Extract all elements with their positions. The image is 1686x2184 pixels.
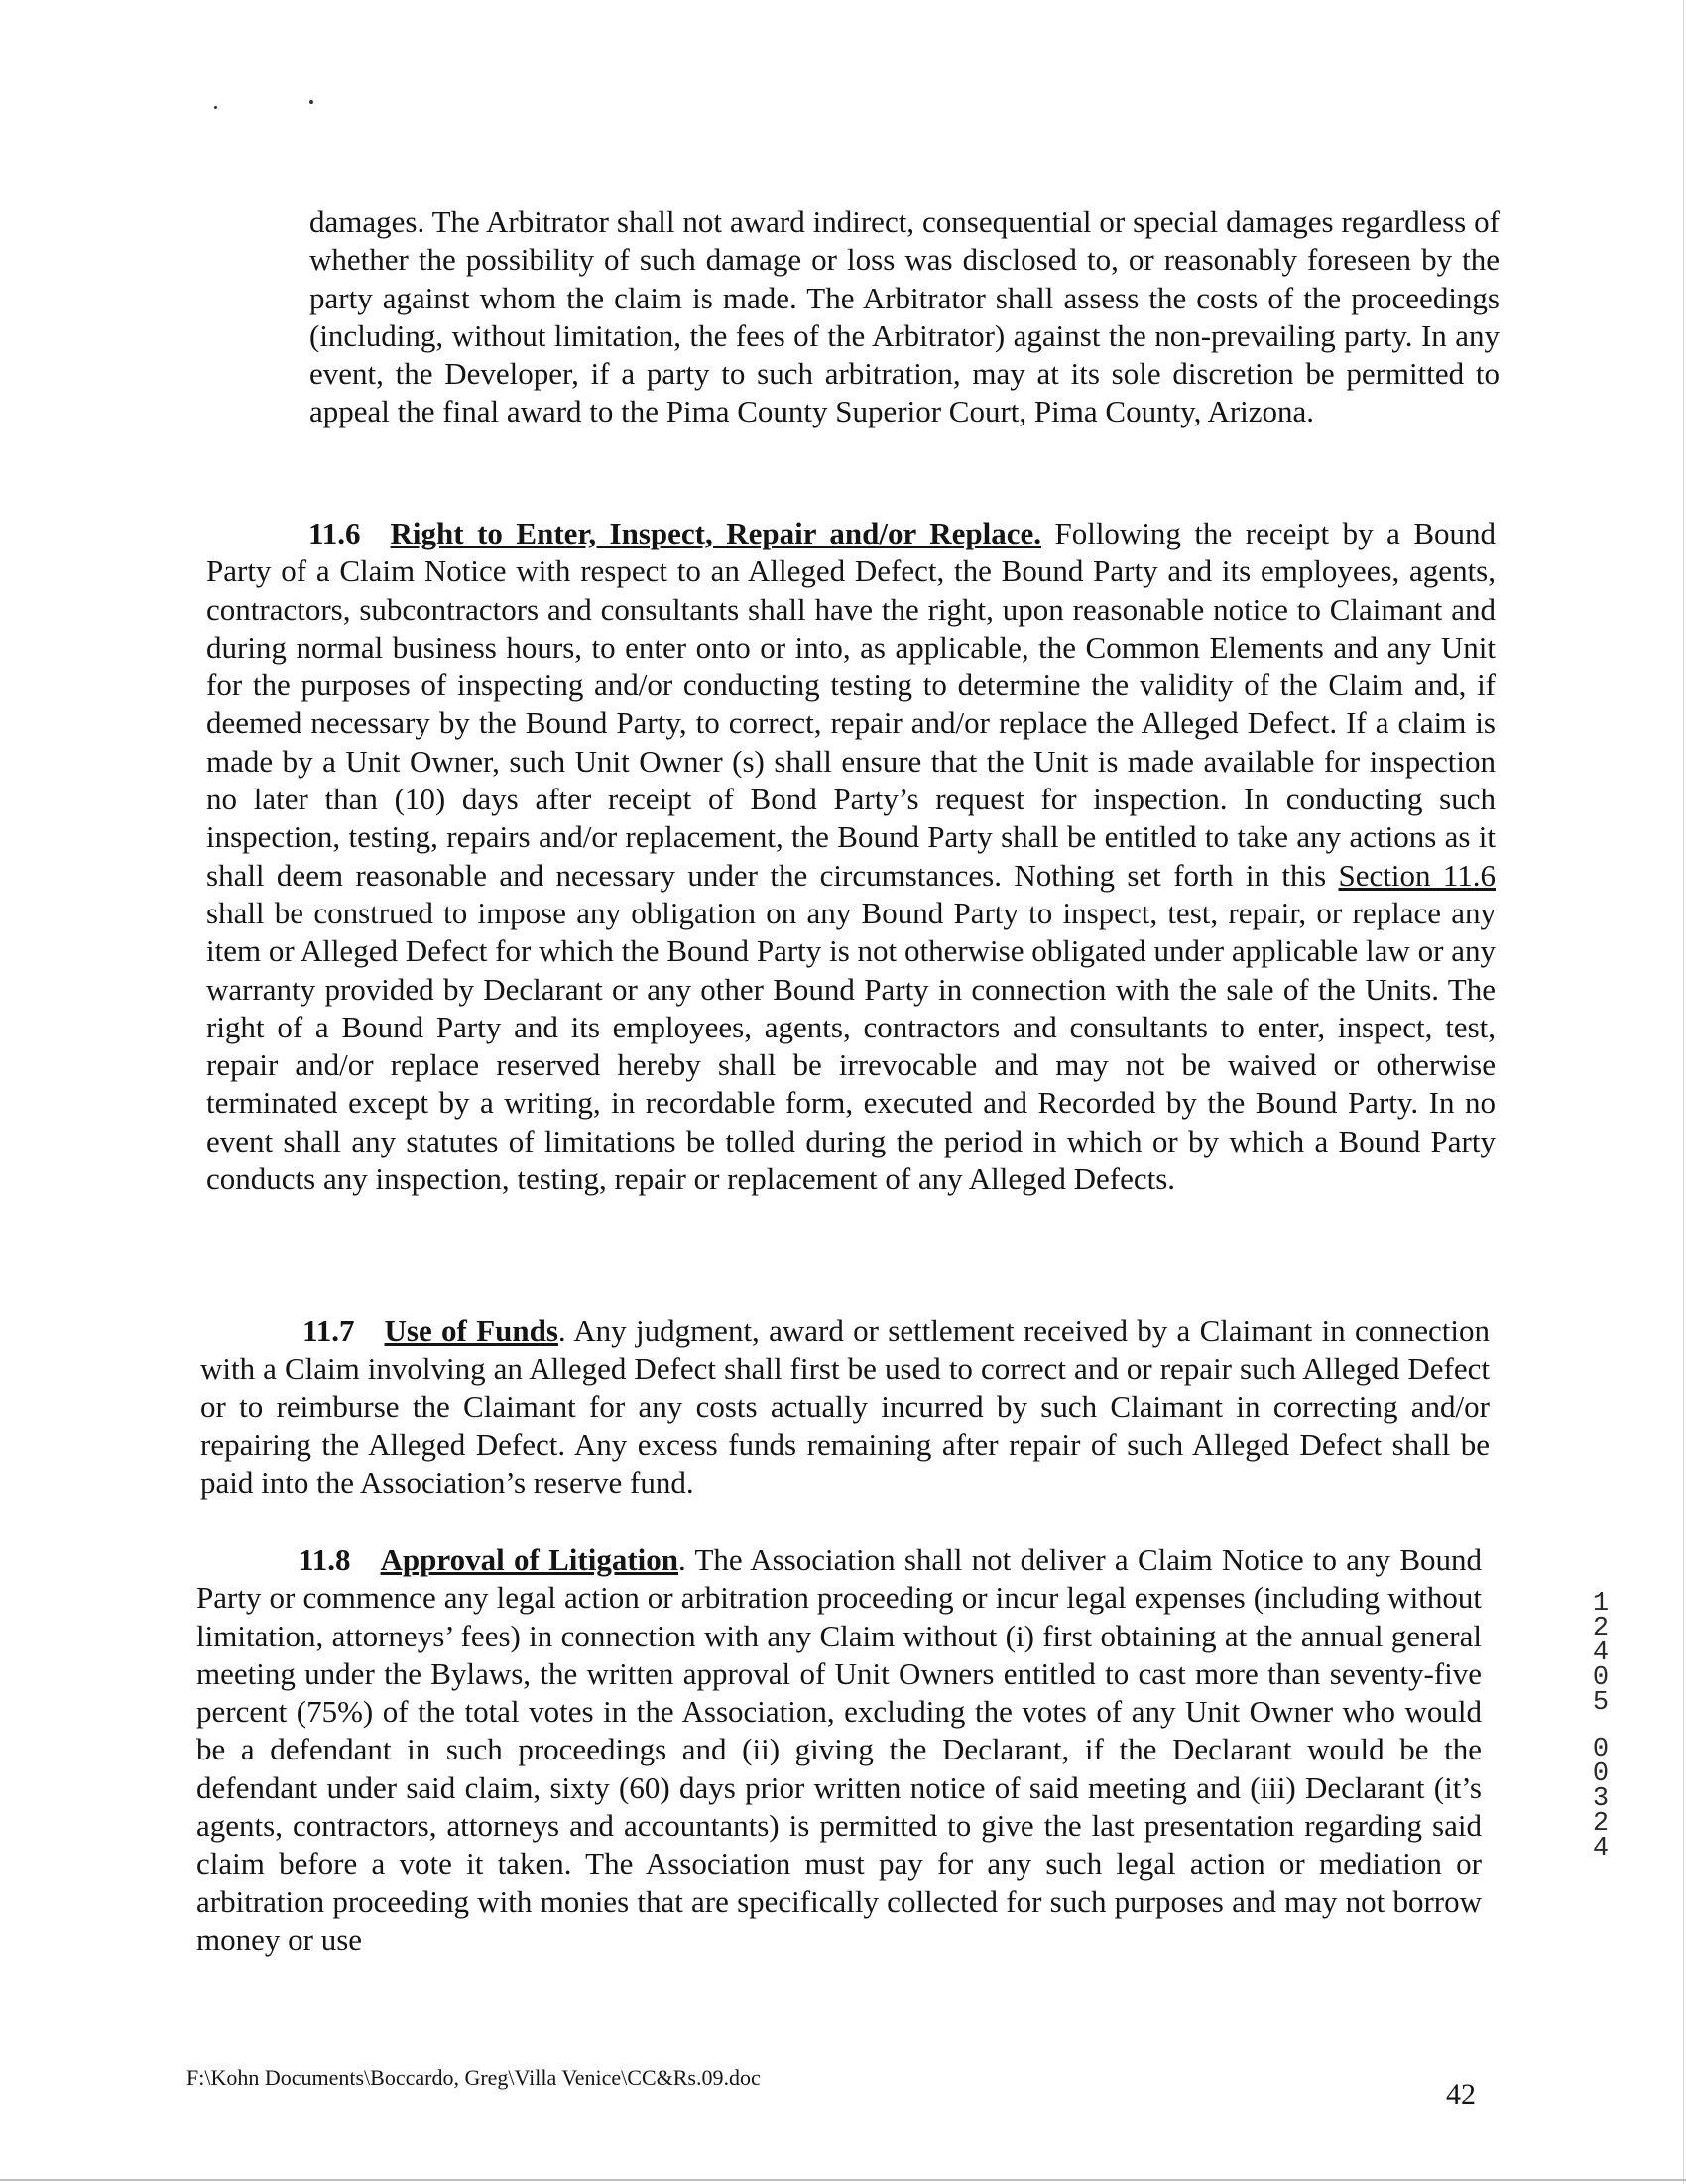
section-reference: Section 11.6 (1338, 857, 1496, 893)
scan-speck (214, 106, 217, 109)
paragraph-continuation: damages. The Arbitrator shall not award indirect, consequential or special damages regardless of whether the possibility of such damage or loss was disclosed to, or reasonably foreseen by the party against whom the claim is made. The Arbitrator shall assess the costs of the proceedings (including, without limitation, the fees of the Arbitrator) against the non-prevailing party. In any event, the Developer, if a party to such arbitration, may at its sole discretion be permitted to appeal the final award to the Pima County Superior Court, Pima County, Arizona. (309, 204, 1500, 429)
section-body: shall be construed to impose any obligation on any Bound Party to inspect, test, repair, or replace any item or Alleged Defect for which the Bound Party is not otherwise obligated under applicable law or any warranty provided by Declarant or any other Bound Party in connection with the sale of the Units. The right of a Bound Party and its employees, agents, contractors and consultants to enter, inspect, test, repair and/or replace reserved hereby shall be irrevocable and may not be waived or otherwise terminated except by a writing, in recordable form, executed and Recorded by the Bound Party. In no event shall any statutes of limitations be tolled during the period in which or by which a Bound Party conducts any inspection, testing, repair or replacement of any Alleged Defects. (206, 895, 1496, 1197)
section-title: Approval of Litigation (380, 1542, 678, 1577)
stamp-digit: 2 (1592, 1809, 1610, 1839)
section-11-7 (200, 1312, 1490, 1502)
section-number: 11.7 (302, 1313, 355, 1348)
stamp-digit: 2 (1592, 1614, 1610, 1643)
stamp-digit: 3 (1592, 1784, 1610, 1814)
scan-edge-right (1683, 0, 1684, 2184)
stamp-digit: 0 (1592, 1735, 1610, 1764)
stamp-digit: 0 (1592, 1759, 1610, 1789)
stamp-digit: 5 (1592, 1688, 1610, 1718)
stamp-digit: 4 (1592, 1834, 1610, 1864)
stamp-digit: 1 (1592, 1589, 1610, 1619)
section-title: Use of Funds (384, 1313, 558, 1348)
section-body: Following the receipt by a Bound Party of a Claim Notice with respect to an Alleged Defect, the Bound Party and its employees, agents, contractors, subcontractors and consultants shall have the right, upon reasonable notice to Claimant and during normal business hours, to enter onto or into, as applicable, the Common Elements and any Unit for the purposes of inspecting and/or conducting testing to determine the validity of the Claim and, if deemed necessary by the Bound Party, to correct, repair and/or replace the Alleged Defect. If a claim is made by a Unit Owner, such Unit Owner (s) shall ensure that the Unit is made available for inspection no later than (10) days after receipt of Bond Party’s request for inspection. In conducting such inspection, testing, repairs and/or replacement, the Bound Party shall be entitled to take any actions as it shall deem reasonable and necessary under the circumstances. Nothing set forth in this (206, 516, 1496, 893)
section-body: . Any judgment, award or settlement received by a Claimant in connection with a Claim involving an Alleged Defect shall first be used to correct and or repair such Alleged Defect or to reimburse the Claimant for any costs actually incurred by such Claimant in correcting and/or repairing the Alleged Defect. Any excess funds remaining after repair of such Alleged Defect shall be paid into the Association’s reserve fund. (200, 1313, 1490, 1501)
page-number: 42 (1446, 2078, 1476, 2111)
section-title: Right to Enter, Inspect, Repair and/or Replace. (390, 516, 1041, 550)
section-11-6 (206, 515, 1496, 1198)
section-number: 11.6 (308, 516, 361, 550)
recording-stamp (1583, 1589, 1619, 1864)
stamp-digit: 0 (1592, 1663, 1610, 1693)
section-number: 11.8 (299, 1542, 351, 1577)
section-body: . The Association shall not deliver a Claim Notice to any Bound Party or commence any legal action or arbitration proceeding or incur legal expenses (including without limitation, attorneys’ fees) in connection with any Claim without (i) first obtaining at the annual general meeting under the Bylaws, the written approval of Unit Owners entitled to cast more than seventy-five percent (75%) of the total votes in the Association, excluding the votes of any Unit Owner who would be a defendant in such proceedings and (ii) giving the Declarant, if the Declarant would be the defendant under said claim, sixty (60) days prior written notice of said meeting and (iii) Declarant (it’s agents, contractors, attorneys and accountants) is permitted to give the last presentation regarding said claim before a vote it taken. The Association must pay for any such legal action or mediation or arbitration proceeding with monies that are specifically collected for such purposes and may not borrow money or use (196, 1542, 1482, 1957)
scan-edge-bottom (0, 2179, 1686, 2181)
footer-file-path: F:\Kohn Documents\Boccardo, Greg\Villa Venice\CC&Rs.09.doc (186, 2065, 761, 2090)
section-11-8 (196, 1541, 1482, 1959)
stamp-digit: 4 (1592, 1638, 1610, 1668)
scan-speck (309, 100, 313, 104)
